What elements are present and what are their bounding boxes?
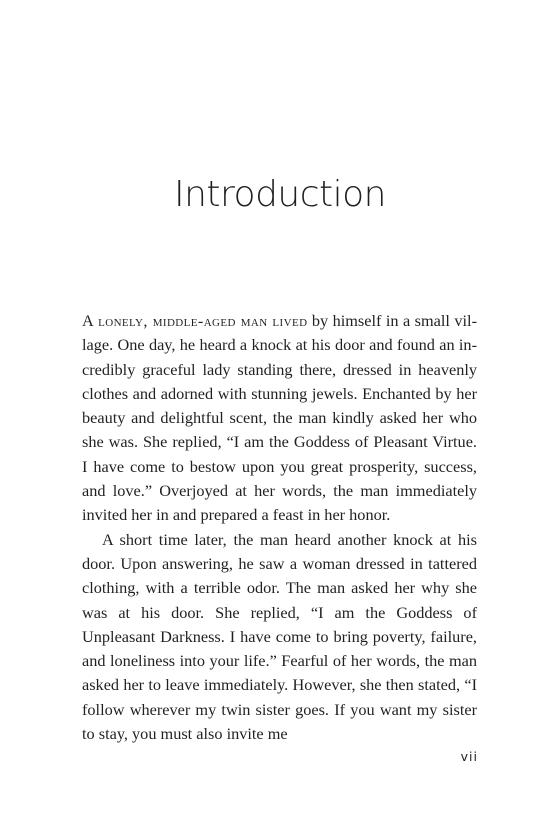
paragraph-1 — [82, 309, 477, 528]
paragraph-2-text: A short time later, the man heard another knock at his door. Upon answering, he saw a woman dressed in tattered clothing, with a terrible odor. The man asked her why she was at his door. She replied, “I am the Goddess of Unpleasant Darkness. I have come to bring poverty, failure, and loneliness into your life.” Fearful of her words, the man asked her to leave immediately. However, she then stated, “I follow wherever my twin sister goes. If you want my sister to stay, you must also invite me — [82, 529, 477, 744]
body-text — [82, 309, 477, 746]
paragraph-1-text: by himself in a small village. One day, he heard a knock at his door and found an incredibly graceful lady standing there, dressed in heavenly clothes and adorned with stunning jewels. Enchanted by her beauty and delightful scent, the man kindly asked her who she was. She replied, “I am the Goddess of Pleasant Virtue. I have come to bestow upon you great prosperity, success, and love.” Overjoyed at her words, the man immediately invited her in and prepared a feast in her honor. — [82, 311, 478, 525]
chapter-title: Introduction — [173, 174, 386, 215]
paragraph-2 — [82, 528, 477, 747]
page-number: vii — [460, 749, 478, 764]
small-caps-lead-in: A lonely, middle-aged man lived — [82, 311, 308, 330]
